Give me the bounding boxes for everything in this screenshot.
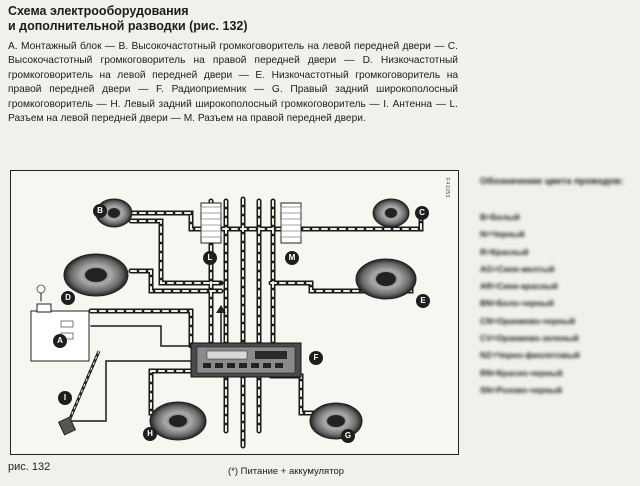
callout-b: B: [93, 204, 107, 218]
wire-color-item: NZ=Черно-фиолетовый: [480, 350, 580, 361]
speaker-h: [150, 402, 206, 440]
component-legend: A. Монтажный блок — B. Высокочастотный громкоговоритель на левой передней двери — C. Высокочастотный громкоговоритель на правой передней двери — D. Низкочастотный громкоговоритель на левой передней двери — E. Низкочастотный громкоговоритель на правой передней двери — F. Радиоприемник — G. Правый задний широкополосный громкоговоритель — H. Левый задний широкополосный громкоговоритель — I. Антенна — L. Разъем на левой передней двери — M. Разъем на правой передней двери.: [8, 41, 458, 125]
callout-m: M: [285, 251, 299, 265]
wiring-diagram: [10, 170, 459, 455]
wire-color-legend-title: Обозначение цвета проводов:: [480, 176, 624, 187]
speaker-e: [356, 259, 416, 299]
wire-color-item: CN=Оранжево-черный: [480, 315, 576, 326]
speaker-d: [64, 254, 128, 296]
section-title: [8, 4, 468, 34]
wire-color-item: R=Красный: [480, 246, 529, 257]
wire-color-item: BN=Бело-черный: [480, 298, 554, 309]
wire-color-item: AG=Сине-желтый: [480, 263, 555, 274]
wire-color-item: B=Белый: [480, 212, 520, 222]
connector-m: [281, 203, 301, 243]
wire-color-item: CV=Оранжево-зеленый: [480, 333, 579, 344]
connector-l: [201, 203, 221, 243]
fuse-box-a: [31, 285, 89, 361]
power-note: (*) Питание + аккумулятор: [228, 466, 345, 477]
wiring-diagram-drawing: [11, 171, 458, 454]
radio-receiver-f: [191, 343, 301, 377]
wire-color-item: SN=Розово-черный: [480, 384, 563, 395]
callout-a: A: [53, 334, 67, 348]
callout-e: E: [416, 294, 430, 308]
callout-c: C: [415, 206, 429, 220]
wire-harness: [41, 199, 421, 446]
figure-code: F41053: [444, 178, 450, 198]
callout-d: D: [61, 291, 75, 305]
wire-color-item: N=Черный: [480, 229, 525, 240]
callout-h: H: [143, 427, 157, 441]
figure-caption: рис. 132: [8, 461, 51, 473]
callout-l: L: [203, 251, 217, 265]
callout-f: F: [309, 351, 323, 365]
section-title-line-2: и дополнительной разводки (рис. 132): [8, 19, 248, 33]
callout-i: I: [58, 391, 72, 405]
speaker-c: [373, 199, 409, 227]
wire-color-item: RN=Красно-черный: [480, 367, 563, 378]
wire-color-item: AR=Сине-красный: [480, 281, 558, 292]
wire-color-legend: [480, 176, 635, 399]
section-title-line-1: Схема электрооборудования: [8, 4, 189, 18]
callout-g: G: [341, 429, 355, 443]
